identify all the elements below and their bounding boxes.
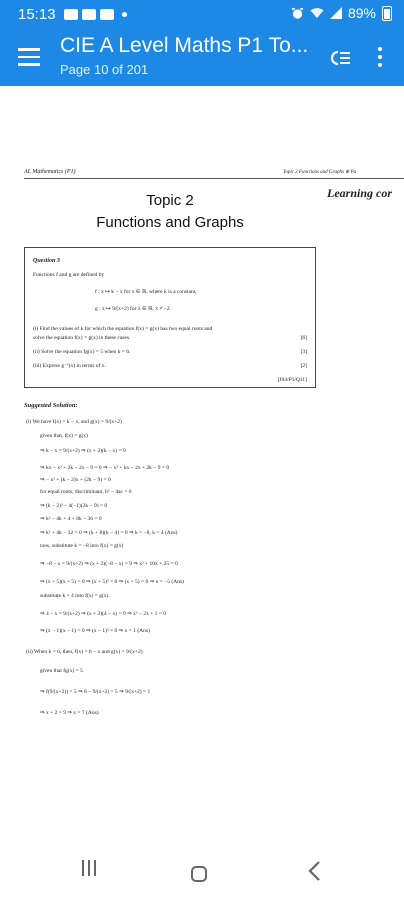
marks: [3] bbox=[300, 349, 307, 355]
status-time: 15:13 bbox=[18, 5, 56, 23]
more-vert-icon-dot bbox=[378, 63, 382, 67]
wifi-icon bbox=[310, 7, 324, 19]
marks: [2] bbox=[300, 363, 307, 369]
youtube-notification-icon bbox=[82, 9, 96, 20]
question-line: (i) Find the values of k for which the equation f(x) = g(x) has two equal roots and bbox=[33, 326, 213, 332]
solution-line: ⇒ (k − 2)² − 4(−1)(2k − 9) = 0 bbox=[40, 503, 108, 509]
solution-line: ⇒ x + 2 = 9 ⇒ x = 7 (Ans) bbox=[40, 710, 99, 716]
solution-line: substitute k = 4 into f(x) = g(x). bbox=[40, 593, 110, 599]
question-line: solve the equation f(x) = g(x) in these cases. bbox=[33, 335, 131, 341]
question-line: (ii) Solve the equation fg(x) = 5 when k = 6. bbox=[33, 349, 131, 355]
more-vert-icon-dot bbox=[378, 55, 382, 59]
solution-line: ⇒ k − x = 9/(x+2) ⇒ (x + 2)(k − x) = 9 bbox=[40, 448, 126, 454]
question-line: g : x ↦ 9/(x+2) for x ∈ ℝ, x ≠ −2. bbox=[95, 306, 171, 312]
solution-line: for equal roots, discriminant, b² − 4ac = 0 bbox=[40, 489, 132, 495]
app-title: CIE A Level Maths P1 To... bbox=[60, 34, 309, 57]
battery-icon bbox=[382, 6, 392, 21]
solution-heading: Suggested Solution: bbox=[24, 402, 78, 409]
solution-line: ⇒ f(9/(x+2)) = 5 ⇒ 6 − 9/(x+2) = 5 ⇒ 9/(x+2) = 1 bbox=[40, 689, 151, 695]
status-bar bbox=[0, 0, 404, 28]
solution-line: ⇒ − x² + (k − 2)x + (2k − 9) = 0 bbox=[40, 477, 111, 483]
alarm-icon bbox=[291, 7, 304, 20]
question-line: Functions f and g are defined by bbox=[33, 272, 105, 278]
document-page[interactable] bbox=[0, 86, 404, 844]
solution-line: ⇒ (x + 5)(x + 5) = 0 ⇒ (x + 5)² = 0 ⇒ (x + 5) = 0 ⇒ x = −5 (Ans) bbox=[40, 579, 184, 585]
question-heading: Question 3 bbox=[33, 258, 60, 264]
solution-line: given that, f(x) = g(x) bbox=[40, 433, 88, 439]
recents-icon-bar bbox=[94, 860, 96, 876]
recents-icon bbox=[82, 860, 84, 876]
solution-line: (i) We have f(x) = k − x, and g(x) = 9/(x+2) bbox=[26, 419, 122, 425]
recents-icon-bar bbox=[88, 860, 90, 876]
more-options-button[interactable] bbox=[370, 44, 390, 70]
marks: [6] bbox=[300, 335, 307, 341]
hamburger-icon-bar bbox=[18, 63, 40, 66]
question-box bbox=[24, 247, 316, 388]
publisher-logo: Learning cor bbox=[327, 186, 393, 200]
battery-percent: 89% bbox=[347, 5, 376, 21]
question-line: (iii) Express g⁻¹(x) in terms of x. bbox=[33, 363, 106, 369]
hamburger-icon-bar bbox=[18, 56, 40, 59]
more-notifications-dot-icon bbox=[122, 12, 127, 17]
page-header-right: Topic 2 Functions and Graphs ⊕ Pa bbox=[283, 170, 357, 175]
solution-line: given that fg(x) = 5 bbox=[40, 668, 83, 674]
header-divider bbox=[24, 178, 404, 179]
question-line: f : x ↦ k − x for x ∈ ℝ, where k is a constant, bbox=[95, 289, 197, 295]
solution-line: ⇒ kx − x² + 2k − 2x − 9 = 0 ⇒ − x² + kx − 2x + 2k − 9 = 0 bbox=[40, 465, 170, 471]
question-reference: [J04/P1/Q11] bbox=[277, 377, 307, 383]
solution-line: ⇒ −8 − x = 9/(x+2) ⇒ (x + 2)(−8 − x) = 9 ⇒ x² + 10x + 25 = 0 bbox=[40, 561, 178, 567]
page-header-left: AL Mathematics (P1) bbox=[24, 169, 76, 175]
status-right bbox=[291, 5, 392, 21]
more-vert-icon bbox=[378, 47, 382, 51]
hamburger-icon bbox=[18, 48, 40, 51]
back-icon[interactable] bbox=[305, 859, 325, 883]
solution-line: ⇒ k² − 4k + 4 + 8k − 36 = 0 bbox=[40, 516, 102, 522]
home-button[interactable] bbox=[191, 866, 207, 882]
recent-apps-button[interactable] bbox=[80, 860, 98, 880]
menu-button[interactable] bbox=[14, 42, 44, 72]
solution-line: (ii) When k = 6, then, f(x) = 6 − x and g(x) = 9/(x+2) bbox=[26, 649, 143, 655]
topic-subtitle: Functions and Graphs bbox=[96, 214, 244, 231]
table-of-contents-icon[interactable] bbox=[328, 46, 352, 70]
solution-line: ⇒ 4 − x = 9/(x+2) ⇒ (x + 2)(4 − x) = 9 ⇒ x² − 2x + 1 = 0 bbox=[40, 611, 167, 617]
solution-line: ⇒ k² + 4k − 32 = 0 ⇒ (k + 8)(k − 4) = 0 ⇒ k = −8, k = 4 (Ans) bbox=[40, 530, 178, 536]
notification-icons bbox=[64, 9, 127, 20]
video-notification-icon bbox=[100, 9, 114, 20]
solution-line: ⇒ (x − 1)(x − 1) = 0 ⇒ (x − 1)² = 0 ⇒ x = 1 (Ans) bbox=[40, 628, 150, 634]
gallery-notification-icon bbox=[64, 9, 78, 20]
system-navigation-bar bbox=[0, 844, 404, 900]
signal-icon bbox=[330, 7, 342, 19]
solution-line: now, substitute k = −8 into f(x) = g(x) bbox=[40, 543, 124, 549]
page-indicator: Page 10 of 201 bbox=[60, 62, 149, 77]
app-bar bbox=[0, 28, 404, 86]
topic-title: Topic 2 bbox=[146, 192, 194, 209]
